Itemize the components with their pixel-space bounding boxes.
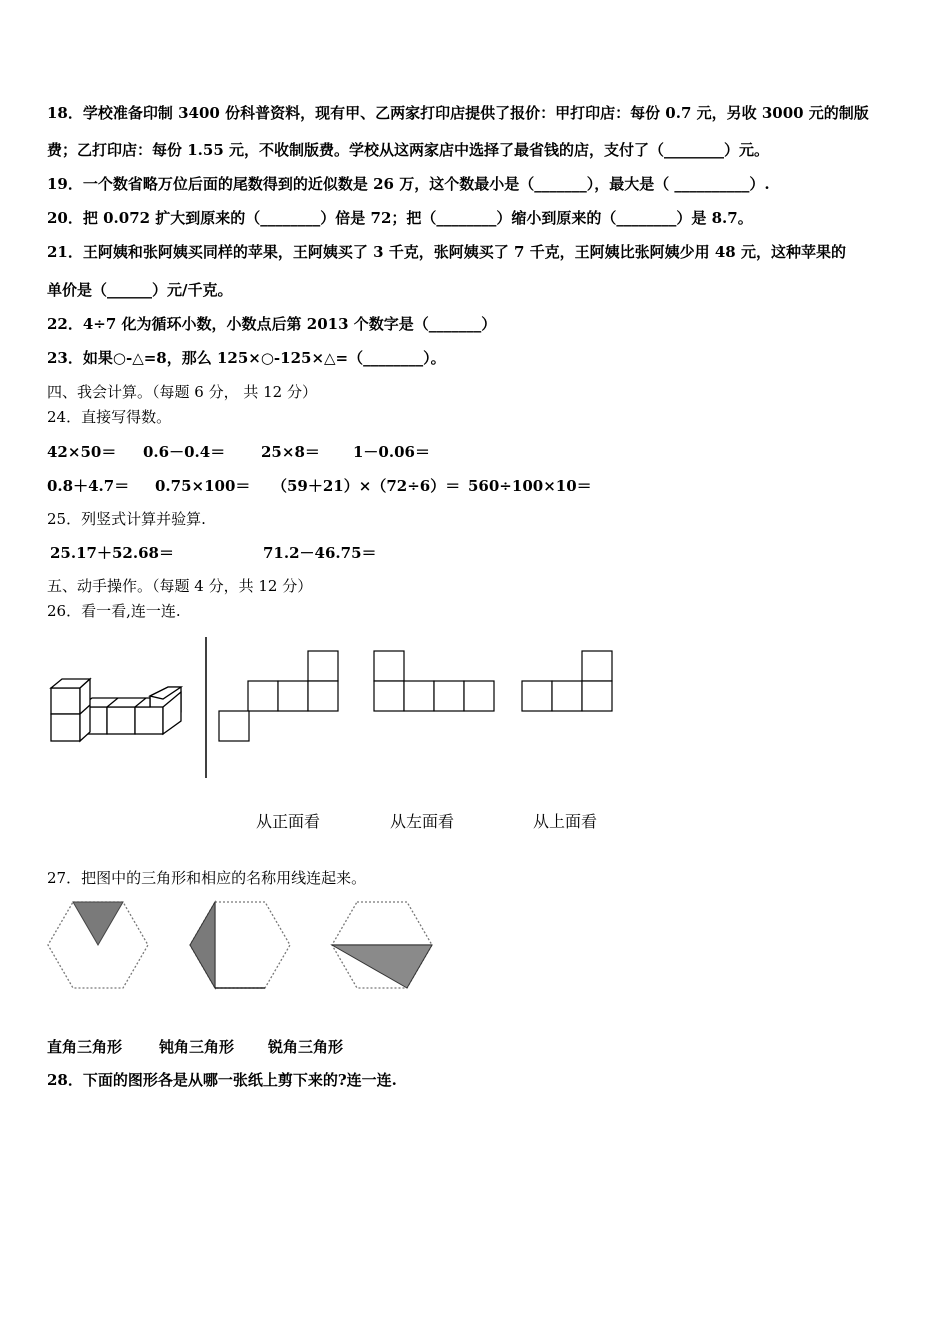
view-label-front: 从正面看 <box>256 812 321 831</box>
view-label-top: 从上面看 <box>533 812 598 831</box>
question-28: 28．下面的图形各是从哪一张纸上剪下来的?连一连. <box>47 1071 397 1089</box>
triangle-name-obtuse: 钝角三角形 <box>159 1038 235 1056</box>
calc-item: 0.8＋4.7＝ <box>47 477 130 495</box>
question-20: 20．把 0.072 扩大到原来的（________）倍是 72；把（________）缩小到原来的（________）是 8.7。 <box>47 209 753 227</box>
hexagon-2 <box>190 902 290 988</box>
hexagon-3 <box>332 902 432 988</box>
calc-item: （59＋21）×（72÷6）＝ <box>272 477 461 495</box>
calc-item: 42×50＝ <box>47 443 117 461</box>
calc-item: 0.75×100＝ <box>155 477 251 495</box>
calc-item: 25.17＋52.68＝ <box>50 544 174 562</box>
question-23: 23．如果○-△=8，那么 125×○-125×△=（________）。 <box>47 349 446 367</box>
question-19: 19．一个数省略万位后面的尾数得到的近似数是 26 万，这个数最小是（_______），最大是（ __________）. <box>47 175 770 193</box>
calc-item: 0.6－0.4＝ <box>143 443 226 461</box>
question-27: 27．把图中的三角形和相应的名称用线连起来。 <box>47 869 367 887</box>
view-label-left: 从左面看 <box>390 812 455 831</box>
triangle-name-right: 直角三角形 <box>47 1038 123 1056</box>
hexagon-1 <box>48 902 148 988</box>
calc-item: 560÷100×10＝ <box>468 477 592 495</box>
question-26: 26．看一看,连一连. <box>47 602 181 620</box>
question-18-line2: 费；乙打印店：每份 1.55 元，不收制版费。学校从这两家店中选择了最省钱的店，支付了（________）元。 <box>47 141 769 159</box>
calc-item: 71.2－46.75＝ <box>263 544 377 562</box>
calc-item: 25×8＝ <box>261 443 320 461</box>
calc-item: 1－0.06＝ <box>353 443 430 461</box>
question-22: 22．4÷7 化为循环小数，小数点后第 2013 个数字是（_______） <box>47 315 497 333</box>
section-4-heading: 四、我会计算。（每题 6 分， 共 12 分） <box>47 383 317 401</box>
question-25: 25．列竖式计算并验算. <box>47 510 206 528</box>
triangle-name-acute: 锐角三角形 <box>268 1038 344 1056</box>
question-21-line1: 21．王阿姨和张阿姨买同样的苹果，王阿姨买了 3 千克，张阿姨买了 7 千克，王阿姨比张阿姨少用 48 元，这种苹果的 <box>47 243 846 261</box>
question-21-line2: 单价是（______）元/千克。 <box>47 281 233 299</box>
question-24: 24．直接写得数。 <box>47 408 172 426</box>
section-5-heading: 五、动手操作。（每题 4 分，共 12 分） <box>47 577 313 595</box>
question-18-line1: 18．学校准备印制 3400 份科普资料，现有甲、乙两家打印店提供了报价：甲打印店：每份 0.7 元，另收 3000 元的制版 <box>47 104 869 122</box>
